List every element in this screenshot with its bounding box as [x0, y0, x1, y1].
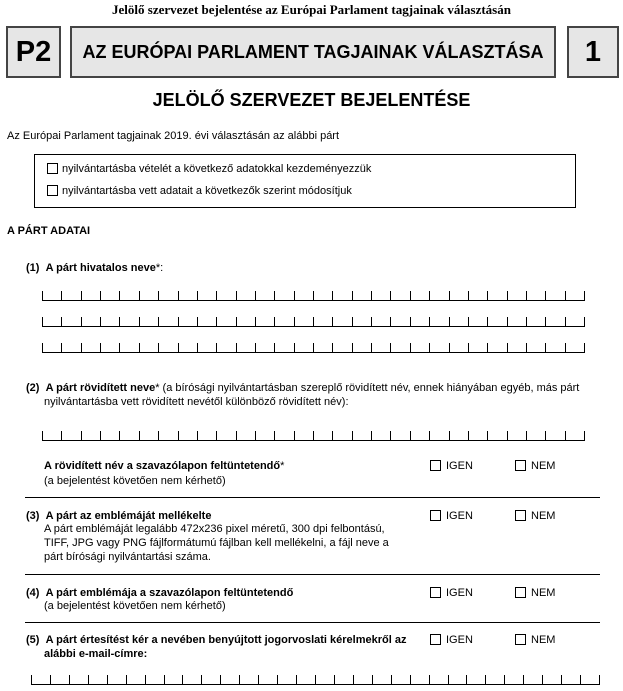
char-cell-divider: [526, 431, 527, 440]
appeal-notify-no-checkbox[interactable]: [515, 634, 526, 645]
char-cell-divider: [468, 291, 469, 300]
option-modify-label: nyilvántartásba vett adatait a következők szerint módosítjuk: [62, 185, 352, 197]
char-cell-divider: [526, 291, 527, 300]
char-cell-divider: [371, 431, 372, 440]
char-cell-divider: [294, 317, 295, 326]
char-cell-divider: [332, 431, 333, 440]
char-cell-divider: [485, 675, 486, 684]
char-cell-divider: [81, 343, 82, 352]
char-cell-divider: [352, 343, 353, 352]
char-cell-divider: [239, 675, 240, 684]
emblem-ballot-no[interactable]: [515, 587, 555, 599]
char-cell-divider: [197, 291, 198, 300]
char-cell-divider: [584, 291, 585, 300]
option-modify[interactable]: [47, 185, 352, 197]
abbrev-ballot-title: A rövidített név a szavazólapon feltüntetendő: [44, 460, 281, 472]
q4-title: A párt emblémája a szavazólapon feltüntetendő: [45, 587, 294, 599]
char-cell-divider: [274, 343, 275, 352]
option-register[interactable]: [47, 163, 371, 175]
q1-title: A párt hivatalos neve: [45, 262, 156, 274]
char-cell-divider: [139, 343, 140, 352]
char-cell-divider: [296, 675, 297, 684]
char-cell-divider: [81, 431, 82, 440]
q3-title: A párt az emblémáját mellékelte: [45, 510, 212, 522]
char-cell-divider: [599, 675, 600, 684]
char-cell-divider: [164, 675, 165, 684]
char-cell-divider: [315, 675, 316, 684]
char-cell-divider: [81, 291, 82, 300]
q3-number: (3): [26, 510, 40, 522]
char-cell-divider: [526, 317, 527, 326]
char-cell-divider: [139, 317, 140, 326]
abbrev-ballot-yes[interactable]: [430, 460, 473, 472]
char-cell-divider: [507, 431, 508, 440]
document-top-title: Jelölő szervezet bejelentése az Európai Parlament tagjainak választásán: [112, 2, 511, 17]
char-cell-divider: [50, 675, 51, 684]
q2-line-2: nyilvántartásba vett rövidített nevétől különböző rövidített név):: [44, 396, 349, 408]
char-cell-divider: [332, 343, 333, 352]
char-cell-divider: [197, 431, 198, 440]
char-cell-divider: [545, 291, 546, 300]
abbrev-ballot-suffix: *: [280, 460, 285, 472]
main-title-box: [70, 26, 556, 78]
char-cell-divider: [197, 343, 198, 352]
char-cell-divider: [507, 291, 508, 300]
char-cell-divider: [352, 291, 353, 300]
char-cell-divider: [561, 675, 562, 684]
emblem-attached-yes-label: IGEN: [446, 510, 473, 522]
char-cell-divider: [139, 431, 140, 440]
char-cell-divider: [449, 317, 450, 326]
char-cell-divider: [294, 431, 295, 440]
char-cell-divider: [236, 343, 237, 352]
char-cell-divider: [352, 431, 353, 440]
q5-number: (5): [26, 634, 40, 646]
char-cell-divider: [449, 291, 450, 300]
abbrev-ballot-label: [44, 460, 284, 472]
char-cell-divider: [31, 675, 32, 684]
char-cell-divider: [294, 291, 295, 300]
q3-desc-3: párt bírósági nyilvántartási száma.: [44, 551, 211, 563]
char-cell-divider: [100, 343, 101, 352]
char-cell-divider: [332, 291, 333, 300]
char-cell-divider: [42, 343, 43, 352]
char-cell-divider: [468, 431, 469, 440]
section-title: A PÁRT ADATAI: [7, 225, 91, 237]
char-cell-divider: [61, 343, 62, 352]
char-cell-divider: [410, 291, 411, 300]
char-cell-divider: [565, 431, 566, 440]
form-code: P2: [15, 35, 52, 68]
char-cell-divider: [158, 431, 159, 440]
char-cell-divider: [100, 291, 101, 300]
abbrev-ballot-no-checkbox[interactable]: [515, 460, 526, 471]
emblem-attached-no-checkbox[interactable]: [515, 510, 526, 521]
char-cell-divider: [504, 675, 505, 684]
char-cell-divider: [61, 431, 62, 440]
char-cell-divider: [100, 317, 101, 326]
emblem-attached-no-label: NEM: [531, 510, 556, 522]
emblem-attached-no[interactable]: [515, 510, 555, 522]
q2-desc-1: * (a bírósági nyilvántartásban szereplő rövidített név, ennek hiányában egyéb, más párt: [155, 382, 580, 394]
q5-line-2: alábbi e-mail-címre:: [44, 648, 148, 660]
char-cell-divider: [487, 317, 488, 326]
char-cell-divider: [448, 675, 449, 684]
abbrev-ballot-no[interactable]: [515, 460, 555, 472]
char-cell-divider: [313, 291, 314, 300]
char-cell-divider: [178, 431, 179, 440]
char-cell-divider: [216, 291, 217, 300]
char-cell-divider: [236, 317, 237, 326]
char-cell-divider: [197, 317, 198, 326]
page-number-box: [567, 26, 619, 78]
char-cell-divider: [258, 675, 259, 684]
char-cell-divider: [69, 675, 70, 684]
emblem-ballot-no-checkbox[interactable]: [515, 587, 526, 598]
intro-text: Az Európai Parlament tagjainak 2019. évi választásán az alábbi párt: [7, 130, 340, 142]
char-cell-divider: [274, 291, 275, 300]
char-cell-divider: [119, 291, 120, 300]
char-cell-divider: [182, 675, 183, 684]
char-cell-divider: [88, 675, 89, 684]
char-cell-divider: [119, 431, 120, 440]
separator-1: [25, 497, 600, 498]
char-cell-divider: [542, 675, 543, 684]
appeal-notify-yes-label: IGEN: [446, 634, 473, 646]
char-cell-divider: [526, 343, 527, 352]
abbrev-ballot-yes-checkbox[interactable]: [430, 460, 441, 471]
char-cell-divider: [178, 343, 179, 352]
char-cell-divider: [216, 343, 217, 352]
char-cell-divider: [371, 317, 372, 326]
option-register-checkbox[interactable]: [47, 163, 58, 174]
email-field[interactable]: [31, 672, 600, 685]
char-cell-divider: [178, 317, 179, 326]
page-subtitle: JELÖLŐ SZERVEZET BEJELENTÉSE: [152, 90, 471, 110]
char-cell-divider: [429, 317, 430, 326]
char-cell-divider: [390, 291, 391, 300]
char-cell-divider: [313, 317, 314, 326]
char-cell-divider: [545, 317, 546, 326]
char-cell-divider: [466, 675, 467, 684]
char-cell-divider: [145, 675, 146, 684]
char-cell-divider: [201, 675, 202, 684]
char-cell-divider: [255, 431, 256, 440]
char-cell-divider: [313, 343, 314, 352]
char-cell-divider: [236, 291, 237, 300]
char-cell-divider: [468, 317, 469, 326]
q5-line-1: [26, 634, 406, 646]
char-cell-divider: [410, 343, 411, 352]
char-cell-divider: [81, 317, 82, 326]
char-cell-divider: [178, 291, 179, 300]
char-cell-divider: [429, 675, 430, 684]
char-cell-divider: [119, 317, 120, 326]
char-cell-divider: [390, 343, 391, 352]
emblem-ballot-yes[interactable]: [430, 587, 473, 599]
char-cell-divider: [390, 431, 391, 440]
q5-title-1: A párt értesítést kér a nevében benyújtott jogorvoslati kérelmekről az: [45, 634, 407, 646]
char-cell-divider: [216, 431, 217, 440]
q1-suffix: *:: [155, 262, 164, 274]
char-cell-divider: [584, 317, 585, 326]
char-cell-divider: [487, 431, 488, 440]
appeal-notify-yes[interactable]: [430, 634, 473, 646]
q2-title: A párt rövidített neve: [45, 382, 156, 394]
char-cell-divider: [42, 291, 43, 300]
char-cell-divider: [487, 343, 488, 352]
page-number: 1: [584, 35, 602, 68]
char-cell-divider: [236, 431, 237, 440]
char-cell-divider: [410, 317, 411, 326]
char-cell-divider: [216, 317, 217, 326]
char-cell-divider: [371, 343, 372, 352]
emblem-ballot-yes-checkbox[interactable]: [430, 587, 441, 598]
char-cell-divider: [139, 291, 140, 300]
char-cell-divider: [119, 343, 120, 352]
char-cell-divider: [565, 291, 566, 300]
q1-label: [26, 262, 163, 274]
char-cell-divider: [545, 431, 546, 440]
q3-label: [26, 510, 211, 522]
q1-number: (1): [26, 262, 40, 274]
char-cell-divider: [274, 431, 275, 440]
char-cell-divider: [371, 291, 372, 300]
appeal-notify-no[interactable]: [515, 634, 555, 646]
q2-number: (2): [26, 382, 40, 394]
char-cell-divider: [353, 675, 354, 684]
emblem-attached-yes-checkbox[interactable]: [430, 510, 441, 521]
abbrev-ballot-yes-label: IGEN: [446, 460, 473, 472]
emblem-attached-yes[interactable]: [430, 510, 473, 522]
char-cell-divider: [255, 317, 256, 326]
char-cell-divider: [391, 675, 392, 684]
char-cell-divider: [277, 675, 278, 684]
char-cell-divider: [255, 343, 256, 352]
char-cell-divider: [372, 675, 373, 684]
short-name-field[interactable]: [42, 428, 585, 441]
abbrev-ballot-no-label: NEM: [531, 460, 556, 472]
q4-note: (a bejelentést követően nem kérhető): [44, 600, 226, 612]
char-cell-divider: [334, 675, 335, 684]
char-cell-divider: [429, 291, 430, 300]
char-cell-divider: [313, 431, 314, 440]
char-cell-divider: [158, 317, 159, 326]
char-cell-divider: [410, 675, 411, 684]
appeal-notify-no-label: NEM: [531, 634, 556, 646]
char-cell-divider: [100, 431, 101, 440]
option-register-label: nyilvántartásba vételét a következő adatokkal kezdeményezzük: [62, 163, 372, 175]
q3-desc-1: A párt emblémáját legalább 472x236 pixel méretű, 300 dpi felbontású,: [44, 523, 385, 535]
main-title: AZ EURÓPAI PARLAMENT TAGJAINAK VÁLASZTÁSA: [82, 41, 544, 62]
char-cell-divider: [126, 675, 127, 684]
char-cell-divider: [220, 675, 221, 684]
char-cell-divider: [580, 675, 581, 684]
q3-desc-2: TIFF, JPG vagy PNG fájlformátumú fájlban kell mellékelni, a fájl neve a: [44, 537, 389, 549]
char-cell-divider: [42, 317, 43, 326]
char-cell-divider: [410, 431, 411, 440]
emblem-ballot-yes-label: IGEN: [446, 587, 473, 599]
char-cell-divider: [274, 317, 275, 326]
char-cell-divider: [255, 291, 256, 300]
separator-3: [25, 622, 600, 623]
separator-2: [25, 574, 600, 575]
char-cell-divider: [429, 343, 430, 352]
char-cell-divider: [107, 675, 108, 684]
official-name-field-row-1[interactable]: [42, 288, 585, 301]
q4-number: (4): [26, 587, 40, 599]
char-cell-divider: [42, 431, 43, 440]
char-cell-divider: [507, 343, 508, 352]
char-cell-divider: [390, 317, 391, 326]
char-cell-divider: [565, 317, 566, 326]
char-cell-divider: [449, 343, 450, 352]
appeal-notify-yes-checkbox[interactable]: [430, 634, 441, 645]
official-name-field-row-3[interactable]: [42, 340, 585, 353]
emblem-ballot-no-label: NEM: [531, 587, 556, 599]
char-cell-divider: [584, 343, 585, 352]
char-cell-divider: [61, 317, 62, 326]
char-cell-divider: [158, 343, 159, 352]
official-name-field-row-2[interactable]: [42, 314, 585, 327]
char-cell-divider: [565, 343, 566, 352]
char-cell-divider: [523, 675, 524, 684]
char-cell-divider: [507, 317, 508, 326]
char-cell-divider: [61, 291, 62, 300]
char-cell-divider: [468, 343, 469, 352]
q4-label: [26, 587, 293, 599]
char-cell-divider: [352, 317, 353, 326]
form-code-box: [6, 26, 61, 78]
option-modify-checkbox[interactable]: [47, 185, 58, 196]
char-cell-divider: [332, 317, 333, 326]
char-cell-divider: [449, 431, 450, 440]
char-cell-divider: [545, 343, 546, 352]
char-cell-divider: [584, 431, 585, 440]
char-cell-divider: [487, 291, 488, 300]
q2-line-1: [26, 382, 601, 394]
char-cell-divider: [429, 431, 430, 440]
char-cell-divider: [158, 291, 159, 300]
char-cell-divider: [294, 343, 295, 352]
abbrev-ballot-note: (a bejelentést követően nem kérhető): [44, 475, 226, 487]
